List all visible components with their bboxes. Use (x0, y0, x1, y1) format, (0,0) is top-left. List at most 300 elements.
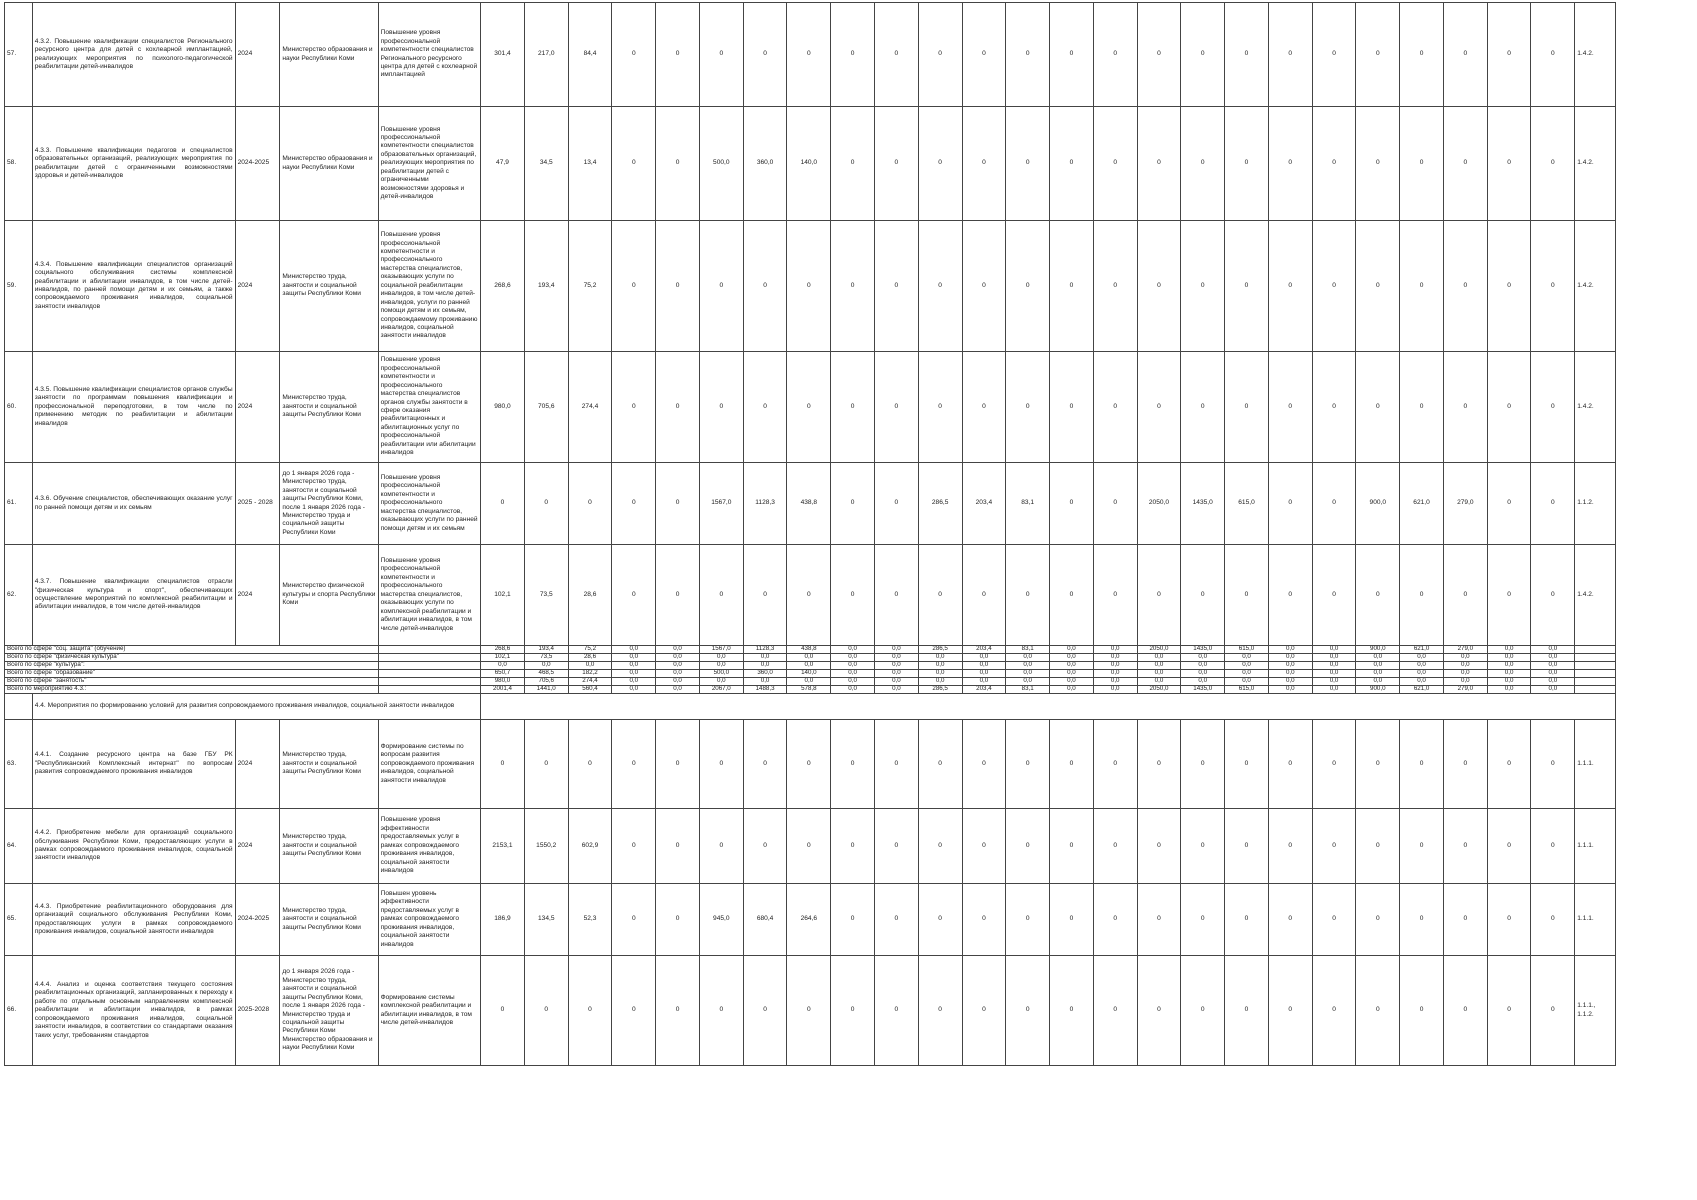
funding-value: 0 (743, 809, 787, 884)
funding-value: 0 (831, 545, 875, 646)
funding-value: 0 (1400, 720, 1444, 809)
summary-value: 286,5 (918, 686, 962, 694)
summary-row (5, 654, 1616, 662)
summary-value: 0,0 (962, 654, 1006, 662)
funding-value: 0 (918, 956, 962, 1066)
funding-value: 0 (1268, 221, 1312, 352)
summary-value: 0,0 (831, 686, 875, 694)
funding-value: 1550,2 (524, 809, 568, 884)
funding-value: 0 (831, 956, 875, 1066)
funding-value: 0 (699, 3, 743, 107)
summary-value: 0,0 (1006, 662, 1050, 670)
funding-value: 0 (918, 221, 962, 352)
funding-value: 0 (1531, 956, 1575, 1066)
funding-value: 0 (1181, 221, 1225, 352)
summary-value: 0,0 (1268, 670, 1312, 678)
funding-value: 301,4 (481, 3, 525, 107)
funding-value: 0 (481, 463, 525, 545)
funding-value: 0 (1312, 545, 1356, 646)
summary-value: 0,0 (1356, 654, 1400, 662)
funding-value: 0 (874, 884, 918, 956)
funding-value: 0 (743, 956, 787, 1066)
summary-value: 0,0 (831, 678, 875, 686)
summary-value: 0,0 (1050, 670, 1094, 678)
summary-value: 900,0 (1356, 646, 1400, 654)
summary-value: 0,0 (1093, 686, 1137, 694)
summary-value: 0,0 (1400, 654, 1444, 662)
summary-value: 0,0 (481, 662, 525, 670)
funding-value: 0 (918, 545, 962, 646)
indicator-code: 1.1.1. (1575, 720, 1616, 809)
expected-result: Повышение уровня профессиональной компетентности специалистов образовательных организаций, реализующих мероприятия по реабилитации детей с ограниченными возможностями здоровья и детей-инвалидов (378, 107, 480, 221)
activity-name: 4.4.4. Анализ и оценка соответствия текущего состояния реабилитационных организаций, запланированных к переходу к работе по отдельным основным направлениям комплексной реабилитации и абилитации инвалидов, в рамках сопровождаемого проживания инвалидов, социальной занятости инвалидов, в соответствии со стандартами оказания таких услуг, требованиям стандартов (32, 956, 235, 1066)
summary-value: 0,0 (1093, 654, 1137, 662)
funding-value: 0 (962, 545, 1006, 646)
funding-value: 0 (699, 221, 743, 352)
summary-value: 0,0 (699, 654, 743, 662)
funding-value: 0 (656, 463, 700, 545)
summary-value: 0,0 (1487, 678, 1531, 686)
summary-empty-cell (1575, 662, 1616, 670)
funding-value: 0 (831, 720, 875, 809)
summary-value: 0,0 (1268, 646, 1312, 654)
funding-value: 0 (743, 545, 787, 646)
funding-value: 0 (656, 884, 700, 956)
summary-value: 705,6 (524, 678, 568, 686)
funding-value: 0 (1050, 3, 1094, 107)
funding-value: 0 (787, 809, 831, 884)
funding-value: 680,4 (743, 884, 787, 956)
expected-result: Повышение уровня профессиональной компетентности и профессионального мастерства специалистов, оказывающих услуги по ранней помощи детям и их семьям (378, 463, 480, 545)
summary-value: 0,0 (743, 678, 787, 686)
program-table (4, 2, 1616, 1066)
activity-period: 2025-2028 (235, 956, 280, 1066)
summary-value: 1441,0 (524, 686, 568, 694)
funding-value: 0 (1487, 956, 1531, 1066)
summary-value: 0,0 (918, 654, 962, 662)
summary-value: 203,4 (962, 646, 1006, 654)
summary-value: 560,4 (568, 686, 612, 694)
summary-value: 0,0 (612, 662, 656, 670)
funding-value: 217,0 (524, 3, 568, 107)
indicator-code: 1.4.2. (1575, 221, 1616, 352)
funding-value: 0 (1137, 884, 1181, 956)
funding-value: 0 (831, 107, 875, 221)
funding-value: 360,0 (743, 107, 787, 221)
funding-value: 286,5 (918, 463, 962, 545)
funding-value: 0 (612, 221, 656, 352)
table-row (5, 720, 1616, 809)
funding-value: 1128,3 (743, 463, 787, 545)
activity-name: 4.3.6. Обучение специалистов, обеспечивающих оказание услуг по ранней помощи детям и их семьям (32, 463, 235, 545)
funding-value: 0 (568, 720, 612, 809)
funding-value: 0 (1006, 107, 1050, 221)
expected-result: Повышение уровня профессиональной компетентности и профессионального мастерства специалистов, оказывающих услуги по комплексной реабилитации и абилитации инвалидов, в том числе детей-инвалидов (378, 545, 480, 646)
funding-value: 0 (1137, 720, 1181, 809)
summary-value: 0,0 (656, 654, 700, 662)
funding-value: 0 (962, 107, 1006, 221)
summary-value: 0,0 (874, 686, 918, 694)
summary-value: 0,0 (1531, 662, 1575, 670)
funding-value: 0 (831, 884, 875, 956)
summary-value: 83,1 (1006, 686, 1050, 694)
funding-value: 0 (874, 352, 918, 463)
summary-value: 2050,0 (1137, 686, 1181, 694)
funding-value: 0 (481, 720, 525, 809)
summary-empty-cell (1575, 686, 1616, 694)
funding-value: 0 (1006, 720, 1050, 809)
summary-value: 0,0 (1356, 678, 1400, 686)
summary-value: 0,0 (1400, 670, 1444, 678)
funding-value: 0 (1093, 809, 1137, 884)
funding-value: 0 (1356, 221, 1400, 352)
funding-value: 621,0 (1400, 463, 1444, 545)
funding-value: 0 (831, 352, 875, 463)
summary-value: 0,0 (1443, 670, 1487, 678)
summary-empty-cell (378, 686, 480, 694)
summary-value: 500,0 (699, 670, 743, 678)
summary-row (5, 670, 1616, 678)
summary-value: 0,0 (831, 662, 875, 670)
funding-value: 0 (1093, 720, 1137, 809)
activity-period: 2024 (235, 221, 280, 352)
summary-value: 980,0 (481, 678, 525, 686)
summary-empty-cell (378, 678, 480, 686)
funding-value: 13,4 (568, 107, 612, 221)
funding-value: 0 (1006, 956, 1050, 1066)
funding-value: 945,0 (699, 884, 743, 956)
table-row (5, 956, 1616, 1066)
funding-value: 0 (874, 809, 918, 884)
summary-value: 0,0 (743, 654, 787, 662)
expected-result: Формирование системы по вопросам развития сопровождаемого проживания инвалидов, социальной занятости инвалидов (378, 720, 480, 809)
funding-value: 0 (1093, 545, 1137, 646)
funding-value: 0 (568, 463, 612, 545)
summary-label: Всего по сфере "физическая культура" (5, 654, 379, 662)
funding-value: 186,9 (481, 884, 525, 956)
funding-value: 0 (1137, 545, 1181, 646)
funding-value: 0 (1225, 221, 1269, 352)
funding-value: 0 (1312, 809, 1356, 884)
funding-value: 0 (1400, 884, 1444, 956)
summary-value: 0,0 (1181, 662, 1225, 670)
indicator-code: 1.4.2. (1575, 545, 1616, 646)
funding-value: 0 (962, 809, 1006, 884)
summary-value: 0,0 (1268, 678, 1312, 686)
summary-value: 0,0 (1487, 646, 1531, 654)
funding-value: 0 (962, 720, 1006, 809)
summary-empty-cell (378, 670, 480, 678)
funding-value: 0 (1268, 107, 1312, 221)
funding-value: 0 (962, 352, 1006, 463)
table-row (5, 884, 1616, 956)
funding-value: 0 (1006, 352, 1050, 463)
indicator-code: 1.1.1. (1575, 884, 1616, 956)
funding-value: 0 (787, 956, 831, 1066)
funding-value: 0 (743, 352, 787, 463)
summary-value: 0,0 (1050, 654, 1094, 662)
funding-value: 279,0 (1443, 463, 1487, 545)
funding-value: 0 (1050, 956, 1094, 1066)
row-number: 62. (5, 545, 33, 646)
funding-value: 0 (1050, 463, 1094, 545)
funding-value: 0 (699, 809, 743, 884)
summary-value: 0,0 (1006, 678, 1050, 686)
funding-value: 0 (1225, 884, 1269, 956)
summary-value: 0,0 (874, 646, 918, 654)
funding-value: 0 (1050, 720, 1094, 809)
funding-value: 0 (1225, 809, 1269, 884)
funding-value: 0 (831, 221, 875, 352)
summary-value: 0,0 (1312, 678, 1356, 686)
summary-value: 578,8 (787, 686, 831, 694)
funding-value: 0 (1443, 809, 1487, 884)
funding-value: 2153,1 (481, 809, 525, 884)
summary-value: 0,0 (962, 678, 1006, 686)
funding-value: 0 (1531, 884, 1575, 956)
summary-row (5, 678, 1616, 686)
funding-value: 0 (1050, 352, 1094, 463)
summary-value: 468,5 (524, 670, 568, 678)
funding-value: 0 (918, 107, 962, 221)
funding-value: 0 (743, 720, 787, 809)
summary-value: 28,6 (568, 654, 612, 662)
funding-value: 0 (1050, 221, 1094, 352)
funding-value: 0 (743, 3, 787, 107)
summary-value: 438,8 (787, 646, 831, 654)
summary-value: 0,0 (831, 654, 875, 662)
funding-value: 0 (656, 956, 700, 1066)
summary-value: 0,0 (656, 670, 700, 678)
indicator-code: 1.1.1. (1575, 809, 1616, 884)
funding-value: 0 (1006, 809, 1050, 884)
summary-value: 0,0 (1050, 678, 1094, 686)
responsible-executor: Министерство труда, занятости и социальной защиты Республики Коми (280, 352, 378, 463)
summary-value: 0,0 (1093, 670, 1137, 678)
funding-value: 0 (787, 3, 831, 107)
funding-value: 0 (874, 463, 918, 545)
funding-value: 0 (1443, 221, 1487, 352)
summary-value: 0,0 (656, 646, 700, 654)
funding-value: 193,4 (524, 221, 568, 352)
funding-value: 0 (874, 3, 918, 107)
indicator-code: 1.4.2. (1575, 352, 1616, 463)
funding-value: 1567,0 (699, 463, 743, 545)
summary-value: 0,0 (656, 662, 700, 670)
funding-value: 0 (874, 545, 918, 646)
funding-value: 0 (1268, 545, 1312, 646)
funding-value: 0 (1312, 720, 1356, 809)
funding-value: 0 (612, 463, 656, 545)
funding-value: 268,6 (481, 221, 525, 352)
summary-value: 1435,0 (1181, 646, 1225, 654)
funding-value: 0 (1225, 107, 1269, 221)
funding-value: 0 (656, 3, 700, 107)
funding-value: 0 (1487, 545, 1531, 646)
row-number: 60. (5, 352, 33, 463)
funding-value: 83,1 (1006, 463, 1050, 545)
funding-value: 0 (1006, 3, 1050, 107)
funding-value: 0 (1400, 352, 1444, 463)
funding-value: 0 (1268, 884, 1312, 956)
funding-value: 0 (612, 3, 656, 107)
funding-value: 0 (612, 352, 656, 463)
summary-value: 0,0 (612, 654, 656, 662)
funding-value: 0 (1443, 884, 1487, 956)
summary-empty-cell (1575, 670, 1616, 678)
summary-value: 0,0 (1443, 662, 1487, 670)
section-row (5, 694, 1616, 720)
summary-value: 1488,3 (743, 686, 787, 694)
summary-value: 0,0 (1443, 654, 1487, 662)
summary-label: Всего по сфере "соц. защита" (обучение) (5, 646, 379, 654)
row-number: 63. (5, 720, 33, 809)
summary-row (5, 686, 1616, 694)
funding-value: 47,9 (481, 107, 525, 221)
section-empty-cell (5, 694, 33, 720)
activity-period: 2024-2025 (235, 884, 280, 956)
activity-name: 4.4.3. Приобретение реабилитационного оборудования для организаций социального обслуживания Республики Коми, предоставляющих услуги в рамках сопровождаемого проживания инвалидов, социальной занятости инвалидов (32, 884, 235, 956)
funding-value: 0 (1050, 545, 1094, 646)
funding-value: 0 (1312, 221, 1356, 352)
funding-value: 0 (1443, 545, 1487, 646)
responsible-executor: Министерство труда, занятости и социальной защиты Республики Коми (280, 884, 378, 956)
expected-result: Повышение уровня эффективности предоставляемых услуг в рамках сопровождаемого проживания инвалидов, социальной занятости инвалидов (378, 809, 480, 884)
activity-period: 2025 - 2028 (235, 463, 280, 545)
summary-value: 0,0 (1400, 678, 1444, 686)
funding-value: 0 (1093, 221, 1137, 352)
funding-value: 0 (962, 221, 1006, 352)
funding-value: 0 (1225, 720, 1269, 809)
funding-value: 0 (962, 884, 1006, 956)
funding-value: 34,5 (524, 107, 568, 221)
funding-value: 0 (1487, 3, 1531, 107)
funding-value: 0 (1137, 221, 1181, 352)
summary-empty-cell (1575, 646, 1616, 654)
funding-value: 0 (1137, 809, 1181, 884)
summary-value: 0,0 (1225, 678, 1269, 686)
summary-value: 193,4 (524, 646, 568, 654)
summary-value: 0,0 (1181, 670, 1225, 678)
funding-value: 0 (962, 3, 1006, 107)
summary-value: 0,0 (1225, 670, 1269, 678)
summary-value: 621,0 (1400, 686, 1444, 694)
funding-value: 0 (1225, 3, 1269, 107)
summary-value: 274,4 (568, 678, 612, 686)
funding-value: 0 (1137, 352, 1181, 463)
summary-value: 0,0 (1225, 662, 1269, 670)
funding-value: 0 (1531, 3, 1575, 107)
funding-value: 0 (787, 545, 831, 646)
responsible-executor: Министерство образования и науки Республики Коми (280, 3, 378, 107)
funding-value: 0 (1487, 463, 1531, 545)
funding-value: 0 (1400, 545, 1444, 646)
summary-label: Всего по мероприятию 4.3.: (5, 686, 379, 694)
summary-value: 2001,4 (481, 686, 525, 694)
summary-value: 0,0 (612, 646, 656, 654)
responsible-executor: Министерство труда, занятости и социальной защиты Республики Коми (280, 221, 378, 352)
funding-value: 0 (1531, 221, 1575, 352)
indicator-code: 1.1.1., 1.1.2. (1575, 956, 1616, 1066)
funding-value: 0 (1225, 352, 1269, 463)
table-row (5, 3, 1616, 107)
funding-value: 0 (1050, 809, 1094, 884)
funding-value: 0 (1531, 107, 1575, 221)
summary-value: 0,0 (743, 662, 787, 670)
funding-value: 0 (1312, 956, 1356, 1066)
funding-value: 0 (1312, 884, 1356, 956)
responsible-executor: Министерство труда, занятости и социальной защиты Республики Коми (280, 809, 378, 884)
summary-value: 0,0 (1137, 654, 1181, 662)
row-number: 57. (5, 3, 33, 107)
funding-value: 705,6 (524, 352, 568, 463)
funding-value: 0 (1400, 107, 1444, 221)
responsible-executor: Министерство труда, занятости и социальной защиты Республики Коми (280, 720, 378, 809)
funding-value: 0 (1268, 352, 1312, 463)
funding-value: 134,5 (524, 884, 568, 956)
table-row (5, 221, 1616, 352)
activity-name: 4.3.2. Повышение квалификации специалистов Регионального ресурсного центра для детей с кохлеарной имплантацией, реализующих мероприятия по психолого-педагогической реабилитации детей-инвалидов (32, 3, 235, 107)
funding-value: 0 (612, 956, 656, 1066)
summary-value: 0,0 (874, 670, 918, 678)
funding-value: 0 (656, 221, 700, 352)
funding-value: 0 (699, 956, 743, 1066)
summary-value: 0,0 (656, 686, 700, 694)
summary-value: 286,5 (918, 646, 962, 654)
funding-value: 0 (1443, 3, 1487, 107)
funding-value: 0 (1093, 956, 1137, 1066)
responsible-executor: Министерство образования и науки Республики Коми (280, 107, 378, 221)
funding-value: 0 (1268, 3, 1312, 107)
summary-value: 0,0 (1312, 670, 1356, 678)
activity-period: 2024 (235, 720, 280, 809)
summary-value: 203,4 (962, 686, 1006, 694)
summary-value: 0,0 (1312, 686, 1356, 694)
expected-result: Повышен уровень эффективности предоставляемых услуг в рамках сопровождаемого проживания инвалидов, социальной занятости инвалидов (378, 884, 480, 956)
summary-value: 0,0 (1487, 662, 1531, 670)
summary-value: 0,0 (1181, 654, 1225, 662)
summary-value: 0,0 (1006, 670, 1050, 678)
funding-value: 0 (481, 956, 525, 1066)
summary-label: Всего по сфере "занятость" (5, 678, 379, 686)
funding-value: 602,9 (568, 809, 612, 884)
funding-value: 438,8 (787, 463, 831, 545)
funding-value: 0 (743, 221, 787, 352)
funding-value: 0 (1531, 545, 1575, 646)
funding-value: 0 (1531, 809, 1575, 884)
funding-value: 0 (1093, 884, 1137, 956)
summary-value: 0,0 (1093, 678, 1137, 686)
activity-name: 4.3.3. Повышение квалификации педагогов и специалистов образовательных организаций, реализующих мероприятия по реабилитации детей с ограниченными возможностями здоровья и детей-инвалидов (32, 107, 235, 221)
summary-value: 0,0 (1050, 646, 1094, 654)
summary-value: 0,0 (1487, 670, 1531, 678)
funding-value: 0 (1443, 956, 1487, 1066)
funding-value: 0 (1443, 720, 1487, 809)
funding-value: 0 (1356, 3, 1400, 107)
funding-value: 0 (612, 720, 656, 809)
funding-value: 0 (1137, 956, 1181, 1066)
funding-value: 52,3 (568, 884, 612, 956)
funding-value: 0 (1400, 221, 1444, 352)
funding-value: 0 (699, 720, 743, 809)
funding-value: 0 (831, 463, 875, 545)
funding-value: 0 (524, 720, 568, 809)
summary-empty-cell (1575, 678, 1616, 686)
summary-value: 0,0 (918, 662, 962, 670)
summary-value: 0,0 (524, 662, 568, 670)
funding-value: 0 (787, 352, 831, 463)
funding-value: 0 (831, 3, 875, 107)
